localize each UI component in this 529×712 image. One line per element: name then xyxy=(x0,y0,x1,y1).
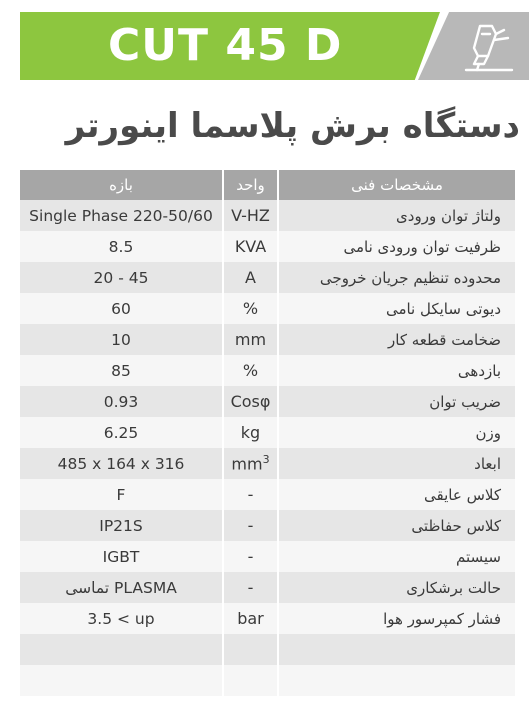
cell-range: 20 - 45 xyxy=(20,262,223,293)
table-row xyxy=(20,510,515,541)
cell-unit xyxy=(223,262,278,293)
cell-unit-text: - xyxy=(247,578,254,597)
cell-unit xyxy=(223,231,278,262)
cell-unit-text: Cosφ xyxy=(230,392,271,411)
cell-property: ابعاد xyxy=(278,448,515,479)
table-row xyxy=(20,262,515,293)
cell-unit xyxy=(223,603,278,634)
product-title: CUT 45 D xyxy=(108,20,343,71)
table-row xyxy=(20,541,515,572)
cell-unit xyxy=(223,541,278,572)
cell-unit-superscript: 3 xyxy=(262,453,270,467)
table-row xyxy=(20,448,515,479)
table-row xyxy=(20,293,515,324)
table-row xyxy=(20,231,515,262)
cell-property: فشار کمپرسور هوا xyxy=(278,603,515,634)
cell-unit-text: - xyxy=(247,516,254,535)
cell-property: سیستم xyxy=(278,541,515,572)
cell-unit-text: mm xyxy=(234,330,267,349)
table-row xyxy=(20,665,515,696)
cell-range: تماسی PLASMA xyxy=(20,572,223,603)
cell-property xyxy=(278,634,515,665)
cell-unit xyxy=(223,510,278,541)
cell-property: ولتاژ توان ورودی xyxy=(278,200,515,231)
cell-property: کلاس عایقی xyxy=(278,479,515,510)
cell-range: 0.93 xyxy=(20,386,223,417)
table-row xyxy=(20,355,515,386)
table-row xyxy=(20,417,515,448)
cell-range: 85 xyxy=(20,355,223,386)
cell-unit xyxy=(223,324,278,355)
cell-range: IGBT xyxy=(20,541,223,572)
cell-property: ضخامت قطعه کار xyxy=(278,324,515,355)
cell-unit xyxy=(223,634,278,665)
table-row xyxy=(20,200,515,231)
table-row xyxy=(20,324,515,355)
cell-unit-text: bar xyxy=(237,609,264,628)
cell-range: 485 x 164 x 316 xyxy=(20,448,223,479)
product-subtitle: دستگاه برش پلاسما اینورتر xyxy=(65,106,520,146)
table-row xyxy=(20,386,515,417)
cell-unit xyxy=(223,200,278,231)
cell-property: ضریب توان xyxy=(278,386,515,417)
cell-property: محدوده تنظیم جریان خروجی xyxy=(278,262,515,293)
header-range: بازه xyxy=(20,170,223,200)
cell-range xyxy=(20,665,223,696)
cell-unit-text: kg xyxy=(240,423,261,442)
cell-unit-text: % xyxy=(242,361,259,380)
cell-unit-text: V-HZ xyxy=(231,206,270,225)
cell-range: 3.5 < up xyxy=(20,603,223,634)
cell-range: 6.25 xyxy=(20,417,223,448)
header-unit: واحد xyxy=(223,170,278,200)
cell-property: دیوتی سایکل نامی xyxy=(278,293,515,324)
cell-unit xyxy=(223,572,278,603)
cell-unit xyxy=(223,355,278,386)
cell-property: ظرفیت توان ورودی نامی xyxy=(278,231,515,262)
cell-range: 10 xyxy=(20,324,223,355)
cell-unit xyxy=(223,665,278,696)
cell-unit xyxy=(223,448,278,479)
cell-unit-text: mm xyxy=(231,454,263,474)
spec-table xyxy=(20,170,515,696)
table-row xyxy=(20,634,515,665)
header-property: مشخصات فنی xyxy=(278,170,515,200)
plasma-torch-icon xyxy=(460,20,518,74)
cell-range: Single Phase 220-50/60 xyxy=(20,200,223,231)
cell-unit-text: A xyxy=(245,268,256,287)
cell-property xyxy=(278,665,515,696)
table-row xyxy=(20,572,515,603)
cell-unit xyxy=(223,479,278,510)
table-header-row xyxy=(20,170,515,200)
cell-range xyxy=(20,634,223,665)
cell-range: F xyxy=(20,479,223,510)
cell-range: IP21S xyxy=(20,510,223,541)
cell-property: کلاس حفاظتی xyxy=(278,510,515,541)
cell-unit xyxy=(223,386,278,417)
cell-unit-text: - xyxy=(247,547,254,566)
table-row xyxy=(20,603,515,634)
cell-unit xyxy=(223,417,278,448)
cell-range: 8.5 xyxy=(20,231,223,262)
cell-unit xyxy=(223,293,278,324)
table-row xyxy=(20,479,515,510)
cell-unit-text: % xyxy=(242,299,259,318)
header-banner xyxy=(20,12,529,80)
cell-property: بازدهی xyxy=(278,355,515,386)
cell-unit-text: - xyxy=(247,485,254,504)
cell-property: وزن xyxy=(278,417,515,448)
cell-unit-text: KVA xyxy=(234,237,267,256)
cell-range: 60 xyxy=(20,293,223,324)
cell-property: حالت برشکاری xyxy=(278,572,515,603)
